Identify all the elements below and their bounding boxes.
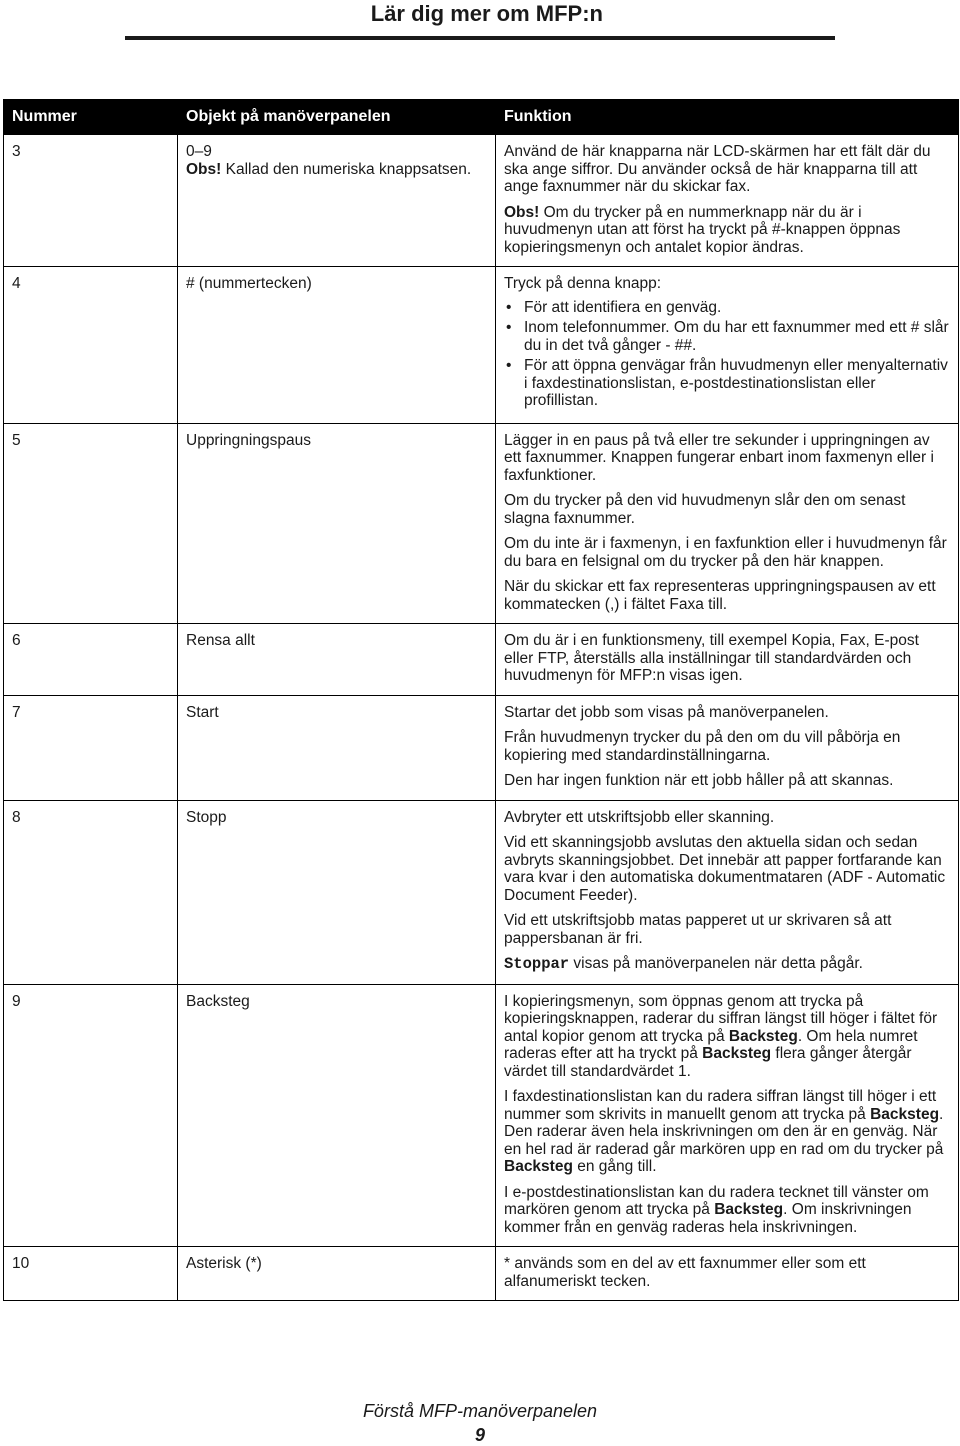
paragraph-text: . Om hela numret raderas efter att ha tryckt på: [504, 1027, 918, 1062]
row-item: # (nummertecken): [178, 267, 496, 424]
paragraph-text: . Om inskrivningen kommer från en genväg raderas hela inskrivningen.: [504, 1201, 912, 1236]
row-item: Uppringningspaus: [178, 423, 496, 624]
row-number: 10: [4, 1247, 178, 1301]
row-number: 6: [4, 624, 178, 696]
note-text: Kallad den numeriska knappsatsen.: [221, 160, 472, 178]
bullet-item: • För att identifiera en genväg.: [524, 299, 950, 317]
function-paragraph: Om du är i en funktionsmeny, till exempel Kopia, Fax, E-post eller FTP, återställs alla inställningar till standardvärden och huvudmenyn för MFP:n visas igen.: [504, 632, 919, 684]
function-paragraph: Från huvudmenyn trycker du på den om du vill påbörja en kopiering med standardinställningarna.: [504, 729, 901, 764]
column-header-number: Nummer: [4, 100, 178, 135]
row-function: [496, 267, 959, 424]
function-note: [504, 204, 950, 257]
key-name: Backsteg: [870, 1105, 940, 1123]
function-paragraph: Vid ett utskriftsjobb matas papperet ut ur skrivaren så att pappersbanan är fri.: [504, 912, 892, 947]
function-paragraph: Använd de här knapparna när LCD-skärmen har ett fält där du ska ange siffror. Du använder också de här knapparna till att ange faxnummer när du skickar fax.: [504, 143, 931, 195]
row-item: Rensa allt: [178, 624, 496, 696]
paragraph-text: visas på manöverpanelen när detta pågår.: [569, 955, 863, 972]
row-item: Start: [178, 695, 496, 800]
row-function: [496, 423, 959, 624]
row-number: 3: [4, 135, 178, 267]
header-rule: [125, 36, 835, 40]
paragraph-text: I kopieringsmenyn, som öppnas genom att trycka på kopieringsknappen, raderar du siffran längst till höger i fältet för antal kopior genom att trycka på: [504, 992, 938, 1045]
row-number: 7: [4, 695, 178, 800]
function-paragraph: [504, 993, 950, 1081]
function-paragraph: * används som en del av ett faxnummer eller som ett alfanumeriskt tecken.: [504, 1255, 866, 1290]
function-paragraph: [504, 1088, 950, 1176]
table-row: [4, 267, 959, 424]
row-item: Asterisk (*): [178, 1247, 496, 1301]
function-paragraph: [504, 955, 950, 974]
paragraph-text: en gång till.: [572, 1158, 657, 1175]
bullet-item: • För att öppna genvägar från huvudmenyn eller menyalternativ i faxdestinationslistan, e-postdestinationslistan eller profillistan.: [524, 357, 950, 410]
row-function: [496, 135, 959, 267]
row-number: 5: [4, 423, 178, 624]
page-footer: [0, 1400, 960, 1446]
row-function: [496, 984, 959, 1247]
function-bullet-list: [504, 299, 950, 410]
column-header-item: Objekt på manöverpanelen: [178, 100, 496, 135]
row-function: [496, 695, 959, 800]
table-row: [4, 1247, 959, 1301]
function-paragraph: Vid ett skanningsjobb avslutas den aktuella sidan och sedan avbryts skanningsjobbet. Det innebär att papper fortfarande kan vara kvar i den automatiska dokumentmataren (ADF - Automatic Document Feeder).: [504, 834, 946, 904]
table-header-row: [4, 100, 959, 135]
key-name: Backsteg: [728, 1027, 798, 1045]
function-paragraph: Lägger in en paus på två eller tre sekunder i uppringningen av ett faxnummer. Knappen fungerar enbart inom faxmenyn eller i faxfunktioner.: [504, 431, 934, 484]
footer-section-title: Förstå MFP-manöverpanelen: [362, 1401, 598, 1421]
row-item: Stopp: [178, 800, 496, 984]
column-header-function: Funktion: [496, 100, 959, 135]
row-function: [496, 800, 959, 984]
table-row: [4, 984, 959, 1247]
function-paragraph: När du skickar ett fax representeras uppringningspausen av ett kommatecken (,) i fältet Faxa till.: [504, 578, 936, 613]
row-item: Backsteg: [178, 984, 496, 1247]
function-paragraph: Startar det jobb som visas på manöverpanelen.: [504, 703, 829, 721]
item-note: [186, 161, 487, 179]
lcd-message-code: Stoppar: [504, 955, 570, 973]
function-intro: Tryck på denna knapp:: [504, 275, 662, 292]
key-name: Backsteg: [702, 1045, 772, 1062]
table-row: [4, 800, 959, 984]
row-number: 4: [4, 267, 178, 424]
function-paragraph: Avbryter ett utskriftsjobb eller skanning.: [504, 808, 775, 826]
paragraph-text: I faxdestinationslistan kan du radera siffran längst till höger i ett nummer som skrivits in manuellt genom att trycka på: [504, 1088, 937, 1123]
row-function: [496, 624, 959, 696]
key-name: Backsteg: [504, 1158, 573, 1175]
function-paragraph: Om du inte är i faxmenyn, i en faxfunktion eller i huvudmenyn får du bara en felsignal om du trycker på den här knappen.: [504, 535, 947, 570]
note-text: Om du trycker på en nummerknapp när du är i huvudmenyn utan att först ha tryckt på #-knappen öppnas kopieringsmenyn och antalet kopior ändras.: [504, 203, 901, 256]
function-paragraph: Den har ingen funktion när ett jobb håller på att skannas.: [504, 772, 894, 789]
paragraph-text: I e-postdestinationslistan kan du radera tecknet till vänster om markören genom att trycka på: [504, 1183, 929, 1218]
table-row: [4, 135, 959, 267]
item-label: 0–9: [186, 143, 212, 160]
function-paragraph: Om du trycker på den vid huvudmenyn slår den om senast slagna faxnummer.: [504, 492, 906, 527]
bullet-item: • Inom telefonnummer. Om du har ett faxnummer med ett # slår du in det två gånger - ##.: [524, 319, 950, 354]
note-label: Obs!: [186, 160, 222, 178]
page-number: 9: [474, 1425, 485, 1445]
paragraph-text: flera gånger återgår värdet till standardvärdet 1.: [504, 1045, 912, 1080]
paragraph-text: . Den raderar även hela inskrivningen om den är en genväg. När en hel rad är raderad går markören upp en rad om du trycker på: [504, 1105, 944, 1158]
row-number: 8: [4, 800, 178, 984]
row-item: [178, 135, 496, 267]
table-row: [4, 695, 959, 800]
control-panel-table: [3, 99, 959, 1301]
page-title: Lär dig mer om MFP:n: [370, 1, 603, 26]
page-header: [0, 0, 960, 44]
table-row: [4, 624, 959, 696]
table-row: [4, 423, 959, 624]
note-label: Obs!: [504, 203, 540, 221]
row-number: 9: [4, 984, 178, 1247]
function-paragraph: [504, 1184, 950, 1237]
row-function: [496, 1247, 959, 1301]
key-name: Backsteg: [714, 1201, 784, 1218]
